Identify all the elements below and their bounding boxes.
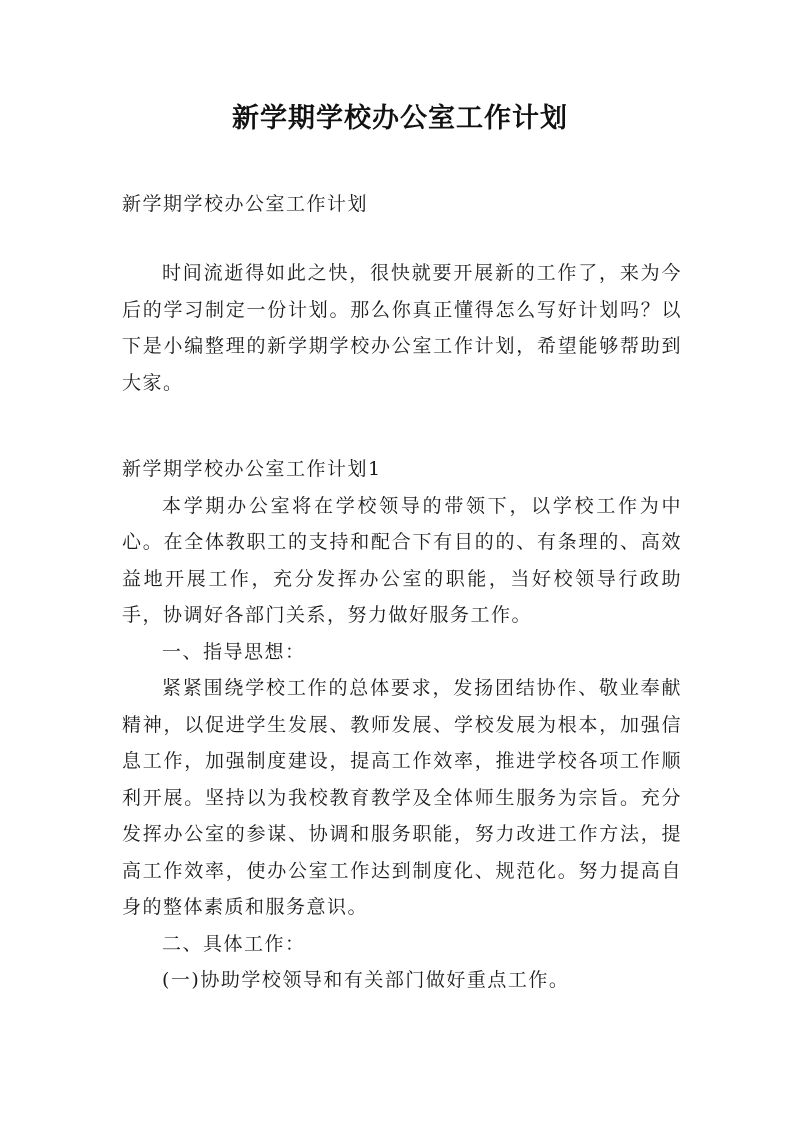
plan-1-heading: 新学期学校办公室工作计划1 <box>122 458 382 480</box>
specific-work-heading: 二、具体工作： <box>162 932 306 955</box>
plan-1-paragraph: 本学期办公室将在学校领导的带领下，以学校工作为中心。在全体教职工的支持和配合下有目的的、有条理的、高效益地开展工作，充分发挥办公室的职能，当好校领导行政助手，协调好各部门关系，努力做好服务工作。 <box>122 494 682 626</box>
guiding-ideology-paragraph: 紧紧围绕学校工作的总体要求，发扬团结协作、敬业奉献精神，以促进学生发展、教师发展、学校发展为根本，加强信息工作，加强制度建设，提高工作效率，推进学校各项工作顺利开展。坚持以为我校教育教学及全体师生服务为宗旨。充分发挥办公室的参谋、协调和服务职能，努力改进工作方法，提高工作效率，使办公室工作达到制度化、规范化。努力提高自身的整体素质和服务意识。 <box>122 677 682 918</box>
intro-paragraph: 时间流逝得如此之快，很快就要开展新的工作了，来为今后的学习制定一份计划。那么你真正懂得怎么写好计划吗？以下是小编整理的新学期学校办公室工作计划，希望能够帮助到大家。 <box>122 262 682 394</box>
page-title: 新学期学校办公室工作计划 <box>232 103 568 134</box>
specific-work-item-1: (一)协助学校领导和有关部门做好重点工作。 <box>162 969 570 991</box>
document-subtitle: 新学期学校办公室工作计划 <box>122 193 369 215</box>
plan-1-section <box>122 451 682 999</box>
guiding-ideology-heading: 一、指导思想： <box>162 640 306 663</box>
